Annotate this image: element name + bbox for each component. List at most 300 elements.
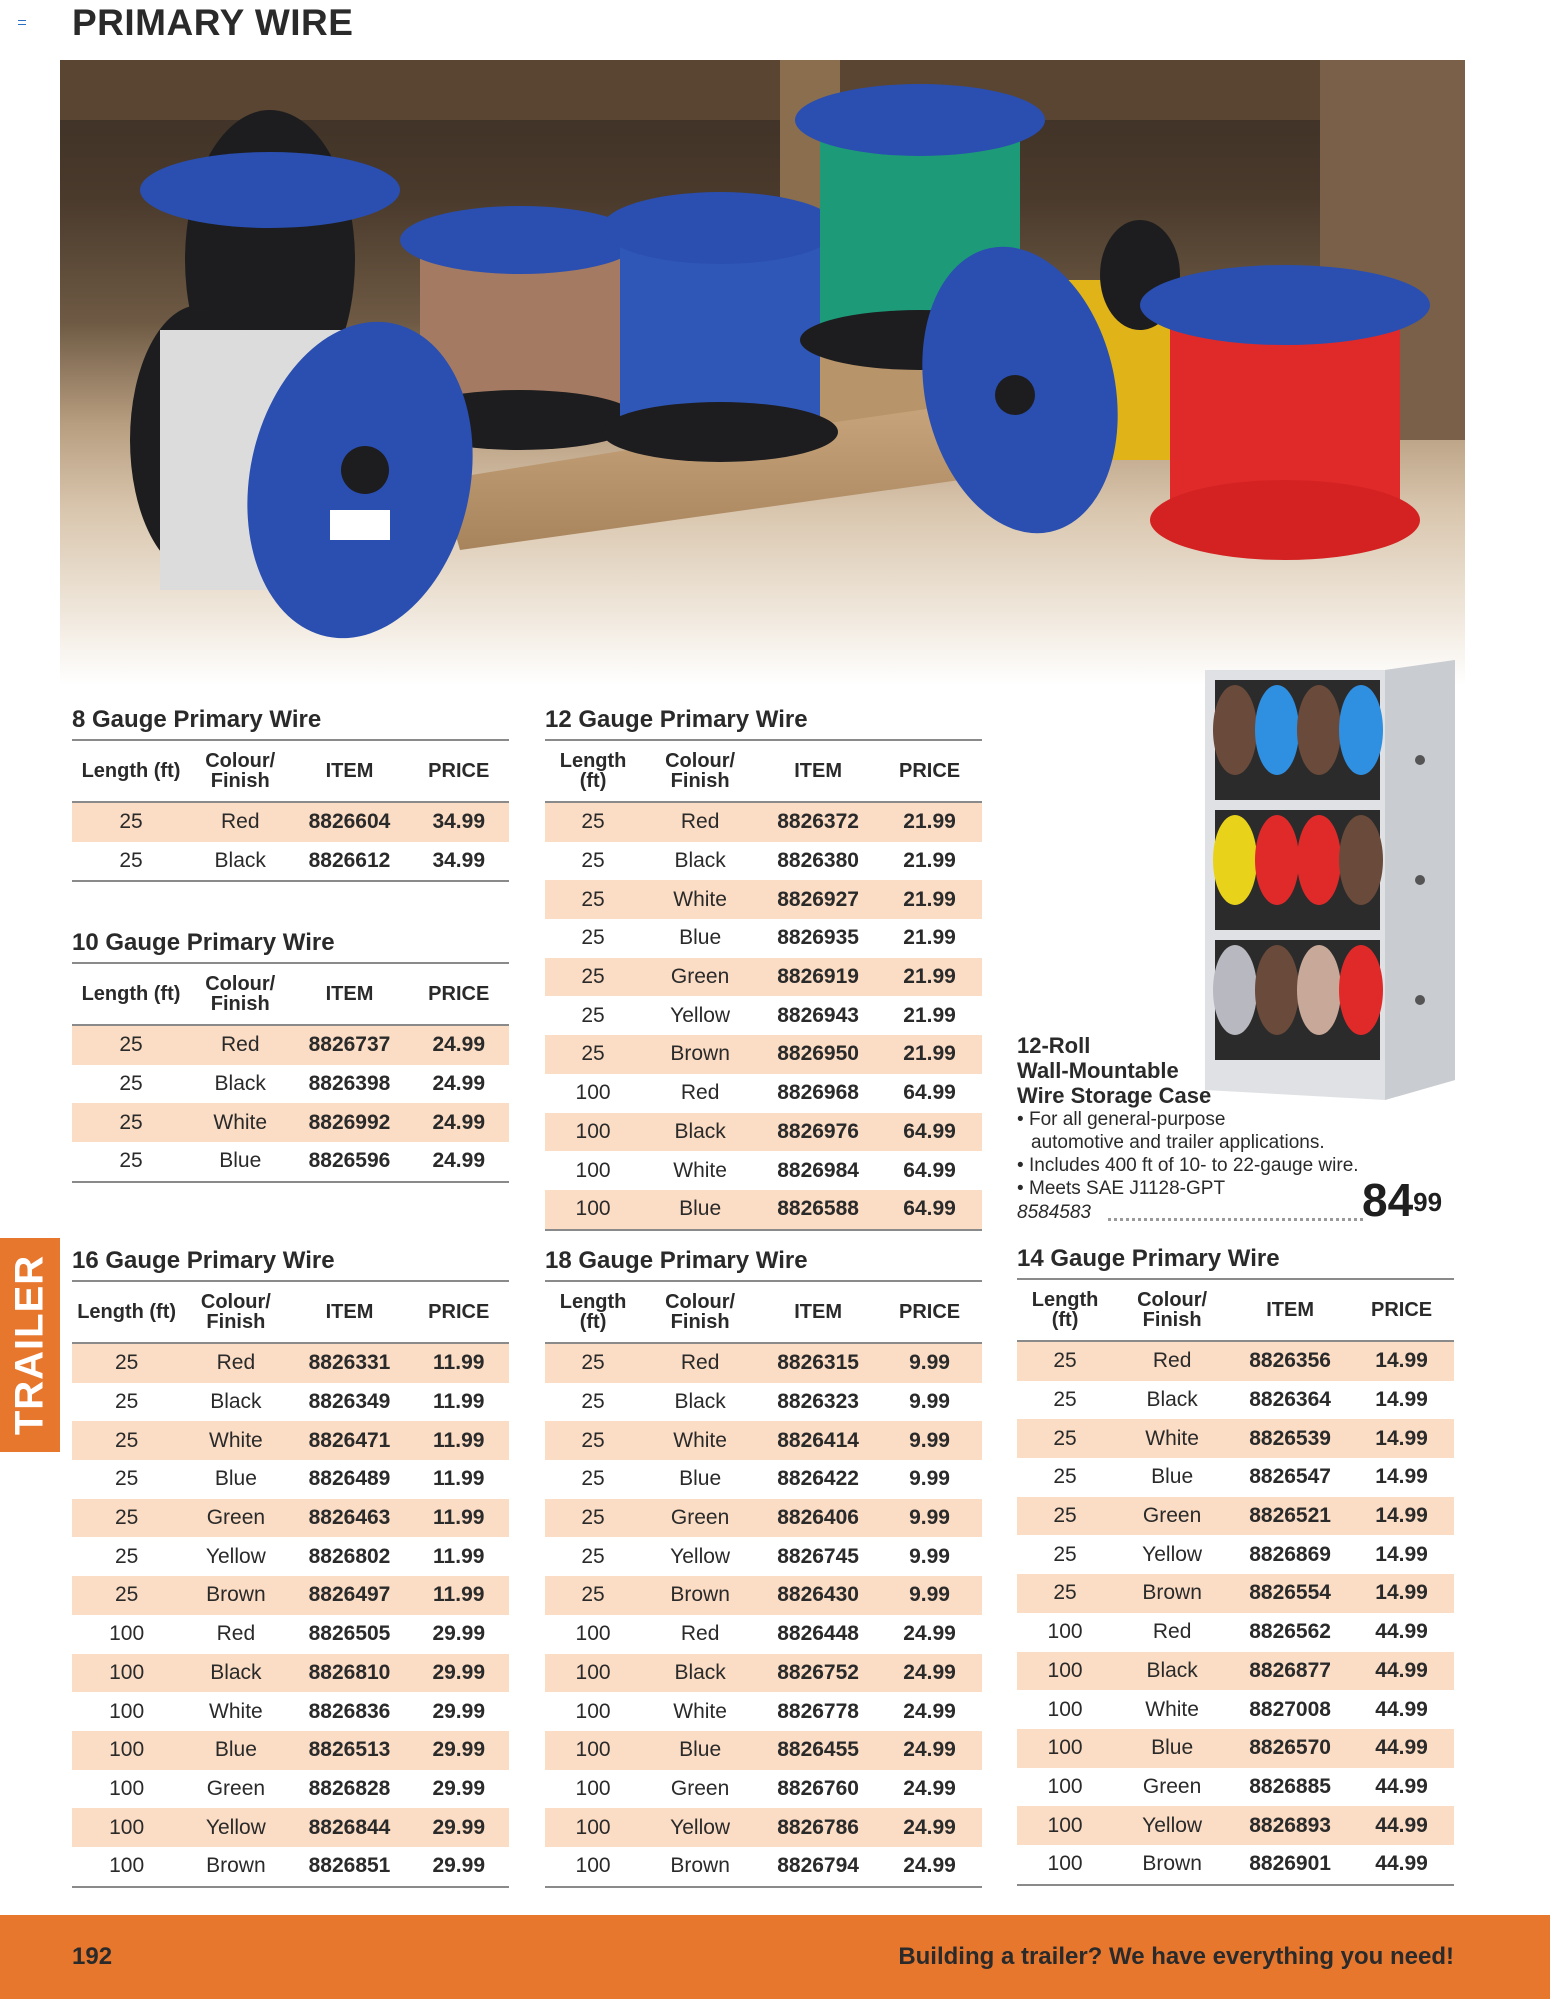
cell-item: 8826893 [1231,1806,1349,1845]
col-length: Length (ft) [72,964,190,1025]
col-price: PRICE [408,1282,509,1343]
cell-colour: Yellow [181,1808,290,1847]
cell-colour: Green [641,1499,759,1538]
cell-item: 8826604 [290,802,408,842]
col-price: PRICE [1349,1280,1454,1341]
cell-length: 25 [114,1390,139,1414]
cell-price: 44.99 [1349,1845,1454,1885]
section-title: 10 Gauge Primary Wire [72,928,509,964]
table-row [545,1692,982,1731]
storage-case-price [1362,1176,1442,1224]
section-title: 16 Gauge Primary Wire [72,1246,509,1282]
cell-price: 14.99 [1349,1419,1454,1458]
storage-case-title-line1: 12-Roll [1017,1033,1091,1058]
cell-colour: Red [641,802,759,842]
cell-price: 9.99 [877,1343,982,1383]
cell-price: 21.99 [903,926,956,950]
cell-item: 8826836 [308,1699,391,1723]
table-row [1017,1381,1454,1420]
cell-colour: Brown [181,1847,290,1887]
storage-case-title-line3: Wire Storage Case [1017,1083,1212,1108]
table-row [545,1770,982,1809]
table-row [72,1499,509,1538]
cell-item: 8826570 [1231,1729,1349,1768]
cell-length: 25 [545,1035,641,1074]
feature-item-continued: automotive and trailer applications. [1031,1132,1325,1153]
cell-price: 24.99 [408,1142,509,1182]
wire-table [545,1282,982,1888]
cell-price: 14.99 [1349,1341,1454,1381]
cell-length: 100 [1047,1697,1083,1721]
cell-item: 8826380 [777,849,859,873]
section-title: 14 Gauge Primary Wire [1017,1244,1454,1280]
cell-item: 8826752 [759,1654,877,1693]
cell-colour: Red [1113,1341,1231,1381]
wire-table [1017,1280,1454,1886]
cell-colour: White [641,1421,759,1460]
cell-colour: Yellow [670,1544,731,1568]
feature-item: • For all general-purpose [1017,1109,1226,1130]
col-colour: Colour/ Finish [641,741,759,802]
cell-price: 29.99 [432,1622,486,1646]
storage-case-features [1017,1108,1359,1200]
section-14-gauge [1017,1244,1454,1886]
wire-table [72,1282,509,1888]
cell-item: 8826430 [759,1576,877,1615]
cell-item: 8826935 [777,926,859,950]
cell-colour: Green [641,958,759,997]
cell-length: 100 [109,1699,145,1723]
feature-item: • Meets SAE J1128-GPT [1017,1178,1226,1199]
col-item: ITEM [759,741,877,802]
cell-item: 8826596 [290,1142,408,1182]
feature-text: Meets SAE J1128-GPT [1029,1178,1226,1199]
cell-colour: White [673,1699,727,1723]
cell-item: 8826802 [308,1544,391,1568]
table-row [72,1383,509,1422]
cell-colour: Red [190,1025,291,1065]
cell-length: 100 [1047,1774,1083,1798]
cell-item: 8826422 [777,1467,859,1491]
table-row [545,802,982,842]
col-colour: Colour/ Finish [181,1282,290,1343]
cell-price: 11.99 [433,1390,485,1414]
cell-item: 8826372 [759,802,877,842]
cell-item: 8826414 [759,1421,877,1460]
cell-item: 8826547 [1249,1465,1331,1489]
cell-price: 14.99 [1375,1542,1428,1566]
price-leader-dots [1108,1218,1363,1221]
col-item: ITEM [290,741,408,802]
cell-item: 8826513 [291,1731,409,1770]
cell-price: 21.99 [877,958,982,997]
table-row [72,1692,509,1731]
cell-length: 25 [72,1025,190,1065]
cell-colour: Brown [1113,1574,1231,1613]
cell-length: 25 [545,802,641,842]
cell-length: 25 [114,1544,139,1568]
cell-length: 100 [545,1731,641,1770]
cell-price: 64.99 [903,1158,956,1182]
cell-colour: Brown [641,1035,759,1074]
cell-length: 25 [72,1142,190,1182]
cell-item: 8826471 [291,1421,409,1460]
storage-case-title [1017,1033,1211,1108]
table-row [545,1731,982,1770]
cell-price: 9.99 [909,1467,950,1491]
cell-price: 24.99 [877,1731,982,1770]
cell-length: 25 [119,1072,143,1096]
cell-price: 44.99 [1349,1729,1454,1768]
cell-price: 24.99 [903,1776,956,1800]
cell-colour: Green [1142,1774,1202,1798]
cell-price: 34.99 [408,842,509,882]
cell-colour: Red [181,1343,290,1383]
cell-length: 100 [72,1654,181,1693]
cell-colour: Blue [181,1731,290,1770]
cell-item: 8826778 [777,1699,859,1723]
table-row [72,1654,509,1693]
table-row [545,1808,982,1847]
table-row [72,1808,509,1847]
cell-price: 9.99 [877,1499,982,1538]
cell-item: 8826455 [759,1731,877,1770]
cell-item: 8826448 [777,1622,859,1646]
section-title: 8 Gauge Primary Wire [72,705,509,741]
section-title: 12 Gauge Primary Wire [545,705,982,741]
table-row [1017,1845,1454,1885]
col-length: Length (ft) [545,1282,641,1343]
table-row [72,1025,509,1065]
section-10-gauge [72,928,509,1183]
col-colour: Colour/ Finish [190,964,291,1025]
cell-length: 25 [545,1499,641,1538]
cell-price: 11.99 [433,1544,485,1568]
section-18-gauge [545,1246,982,1888]
cell-colour: Black [1146,1388,1198,1412]
cell-price: 24.99 [903,1622,956,1646]
table-row [72,1065,509,1104]
col-item: ITEM [759,1282,877,1343]
storage-case-title-line2: Wall-Mountable [1017,1058,1179,1083]
table-row [1017,1613,1454,1652]
cell-length: 25 [545,1421,641,1460]
side-tab-label: TRAILER [7,1254,52,1436]
cell-length: 100 [109,1776,145,1800]
cell-item: 8827008 [1249,1697,1331,1721]
cell-price: 44.99 [1349,1806,1454,1845]
col-length: Length (ft) [545,741,641,802]
cell-length: 25 [72,1343,181,1383]
cell-item: 8826612 [290,842,408,882]
col-price: PRICE [877,1282,982,1343]
table-row [545,1847,982,1887]
cell-price: 24.99 [408,1025,509,1065]
table-row [545,919,982,958]
cell-length: 100 [575,1158,611,1182]
table-row [545,1615,982,1654]
cell-colour: Black [641,1113,759,1152]
table-row [545,1035,982,1074]
cell-colour: White [1113,1419,1231,1458]
cell-item: 8826554 [1231,1574,1349,1613]
section-16-gauge [72,1246,509,1888]
table-row [1017,1574,1454,1613]
cell-colour: Yellow [641,1808,759,1847]
cell-length: 100 [545,1847,641,1887]
table-row [72,802,509,842]
cell-length: 25 [1017,1419,1113,1458]
cell-colour: Blue [190,1142,291,1182]
cell-colour: Black [190,842,291,882]
cell-colour: Blue [641,1731,759,1770]
cell-item: 8826497 [291,1576,409,1615]
cell-colour: Yellow [1113,1806,1231,1845]
table-row [545,1460,982,1499]
cell-length: 25 [72,1499,181,1538]
cell-length: 25 [581,1003,605,1027]
cell-length: 25 [1017,1497,1113,1536]
table-row [1017,1690,1454,1729]
cell-item: 8826745 [777,1544,859,1568]
cell-item: 8826786 [759,1808,877,1847]
cell-length: 25 [581,1390,605,1414]
cell-price: 29.99 [432,1699,486,1723]
section-12-gauge [545,705,982,1231]
table-row [72,1343,509,1383]
cell-colour: Red [1152,1620,1192,1644]
table-row [545,1074,982,1113]
cell-price: 44.99 [1349,1652,1454,1691]
cell-length: 25 [581,926,605,950]
cell-colour: Blue [214,1467,257,1491]
cell-colour: Yellow [670,1003,731,1027]
cell-item: 8826398 [308,1072,391,1096]
cell-length: 25 [1017,1341,1113,1381]
cell-price: 11.99 [408,1343,509,1383]
cell-item: 8826984 [777,1158,859,1182]
cell-item: 8826950 [759,1035,877,1074]
cell-colour: Red [190,802,291,842]
table-row [545,1654,982,1693]
cell-colour: Brown [641,1576,759,1615]
col-length: Length (ft) [72,1282,181,1343]
cell-item: 8826927 [759,880,877,919]
feature-text: Includes 400 ft of 10- to 22-gauge wire. [1029,1155,1359,1176]
cell-price: 24.99 [877,1808,982,1847]
cell-price: 29.99 [408,1654,509,1693]
cell-length: 25 [72,1421,181,1460]
cell-length: 25 [581,1467,605,1491]
side-tab-trailer[interactable] [0,1238,60,1452]
table-row [545,1383,982,1422]
cell-length: 25 [72,842,190,882]
cell-price: 21.99 [903,1003,956,1027]
cell-colour: Blue [679,926,722,950]
cell-length: 25 [1053,1388,1077,1412]
cell-length: 100 [1017,1729,1113,1768]
cell-price: 29.99 [432,1776,486,1800]
footer-tagline: Building a trailer? We have everything you need! [898,1943,1454,1970]
cell-colour: Black [1113,1652,1231,1691]
feature-item: • Includes 400 ft of 10- to 22-gauge wire. [1017,1155,1359,1176]
cell-price: 29.99 [408,1808,509,1847]
cell-colour: White [209,1699,263,1723]
col-colour: Colour/ Finish [1113,1280,1231,1341]
cell-item: 8826505 [308,1622,391,1646]
col-colour: Colour/ Finish [641,1282,759,1343]
cell-price: 24.99 [903,1699,956,1723]
price-cents: 99 [1413,1187,1443,1217]
cell-length: 25 [72,802,190,842]
cell-price: 29.99 [408,1847,509,1887]
cell-length: 100 [575,1699,611,1723]
wire-table [545,741,982,1231]
table-row [1017,1535,1454,1574]
table-row [545,1421,982,1460]
cell-price: 9.99 [877,1576,982,1615]
cell-price: 21.99 [903,849,956,873]
table-row [545,1499,982,1538]
cell-length: 25 [114,1467,139,1491]
col-item: ITEM [1231,1280,1349,1341]
cell-item: 8826463 [291,1499,409,1538]
hero-photo-wire-spools [60,60,1465,685]
table-row [72,842,509,882]
cell-price: 64.99 [903,1081,956,1105]
cell-colour: Black [674,849,726,873]
col-length: Length (ft) [1017,1280,1113,1341]
table-row [545,1576,982,1615]
table-row [72,1731,509,1770]
cell-item: 8826968 [777,1081,859,1105]
cell-price: 9.99 [909,1390,950,1414]
cell-price: 14.99 [1349,1497,1454,1536]
wire-table [72,964,509,1183]
cell-length: 100 [72,1731,181,1770]
feature-text: For all general-purpose [1029,1109,1226,1130]
cell-price: 64.99 [877,1113,982,1152]
cell-price: 24.99 [877,1654,982,1693]
table-row [545,1190,982,1230]
cell-length: 100 [1017,1806,1113,1845]
col-price: PRICE [408,741,509,802]
cell-colour: White [673,1158,727,1182]
cell-colour: Black [641,1654,759,1693]
cell-item: 8826877 [1231,1652,1349,1691]
table-row [545,958,982,997]
cell-item: 8826356 [1231,1341,1349,1381]
cell-colour: Green [181,1499,290,1538]
cell-item: 8826349 [308,1390,391,1414]
cell-item: 8826489 [308,1467,391,1491]
cell-length: 100 [545,1808,641,1847]
cell-colour: Brown [641,1847,759,1887]
cell-price: 21.99 [877,802,982,842]
page-number: 192 [72,1943,113,1970]
cell-price: 11.99 [433,1467,485,1491]
cell-length: 25 [1053,1465,1077,1489]
cell-colour: Red [641,1343,759,1383]
cell-colour: Brown [181,1576,290,1615]
cell-price: 11.99 [408,1421,509,1460]
cell-item: 8826521 [1231,1497,1349,1536]
cell-item: 8826406 [759,1499,877,1538]
cell-price: 21.99 [877,1035,982,1074]
cell-colour: Red [680,1081,720,1105]
cell-length: 25 [1017,1574,1113,1613]
table-row [72,1847,509,1887]
table-row [72,1770,509,1809]
cell-price: 44.99 [1375,1620,1428,1644]
cell-length: 100 [109,1622,145,1646]
table-row [545,996,982,1035]
footer-bar [0,1915,1550,1999]
cell-price: 21.99 [877,880,982,919]
corner-mark [18,20,26,25]
cell-length: 100 [575,1081,611,1105]
table-row [1017,1458,1454,1497]
col-item: ITEM [290,964,408,1025]
table-row [72,1576,509,1615]
cell-colour: Blue [679,1467,722,1491]
cell-colour: White [181,1421,290,1460]
cell-price: 44.99 [1375,1697,1428,1721]
cell-price: 14.99 [1375,1388,1428,1412]
cell-length: 25 [72,1103,190,1142]
table-row [1017,1341,1454,1381]
col-colour: Colour/ Finish [190,741,291,802]
page-title: PRIMARY WIRE [72,2,354,43]
cell-length: 25 [545,1576,641,1615]
table-row [1017,1768,1454,1807]
table-row [72,1103,509,1142]
cell-price: 24.99 [877,1847,982,1887]
cell-colour: Black [181,1654,290,1693]
cell-item: 8826562 [1249,1620,1331,1644]
cell-length: 100 [545,1654,641,1693]
table-row [72,1142,509,1182]
cell-price: 34.99 [408,802,509,842]
cell-price: 29.99 [408,1731,509,1770]
cell-length: 100 [72,1808,181,1847]
cell-colour: White [190,1103,291,1142]
table-row [1017,1806,1454,1845]
wire-table [72,741,509,882]
cell-price: 64.99 [877,1190,982,1230]
col-price: PRICE [408,964,509,1025]
cell-item: 8826323 [777,1390,859,1414]
cell-item: 8826851 [291,1847,409,1887]
cell-colour: Brown [1113,1845,1231,1885]
cell-item: 8826844 [291,1808,409,1847]
col-item: ITEM [291,1282,409,1343]
cell-price: 9.99 [909,1544,950,1568]
cell-length: 100 [575,1776,611,1800]
cell-price: 11.99 [408,1499,509,1538]
cell-colour: Green [1113,1497,1231,1536]
cell-price: 9.99 [877,1421,982,1460]
cell-length: 25 [72,1576,181,1615]
cell-item: 8826364 [1249,1388,1331,1412]
cell-item: 8826331 [291,1343,409,1383]
cell-item: 8826869 [1249,1542,1331,1566]
cell-item: 8826919 [759,958,877,997]
cell-colour: White [641,880,759,919]
cell-colour: Black [674,1390,726,1414]
cell-colour: Green [206,1776,266,1800]
cell-item: 8826794 [759,1847,877,1887]
